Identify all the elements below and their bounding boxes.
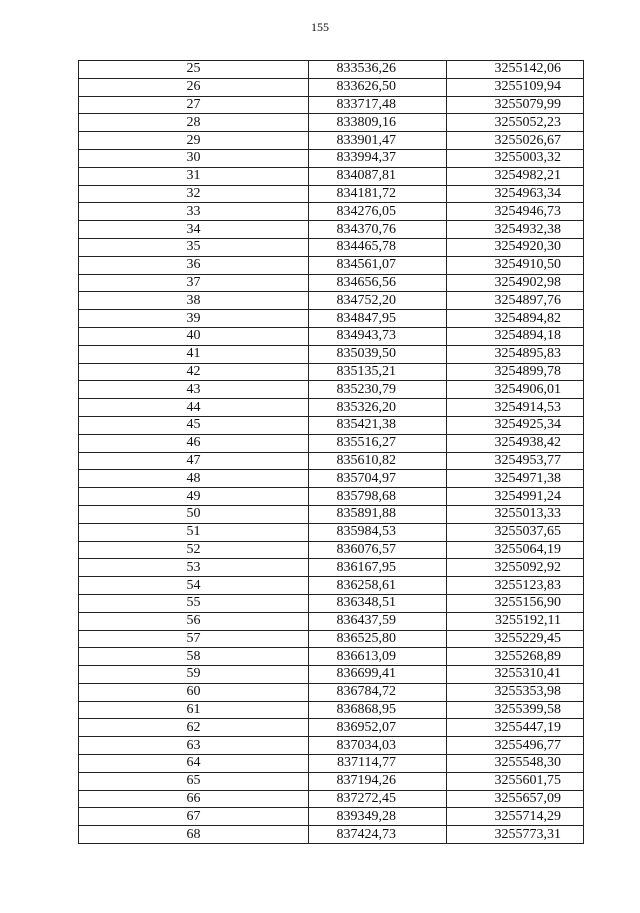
point-number-cell: 33: [79, 203, 309, 221]
table-row: [79, 790, 584, 808]
y-coordinate-cell: 3255657,09: [447, 790, 584, 808]
y-coordinate-cell: 3254971,38: [447, 470, 584, 488]
table-row: [79, 310, 584, 328]
table-row: [79, 755, 584, 773]
x-coordinate-cell: 839349,28: [309, 808, 447, 826]
point-number-cell: 60: [79, 683, 309, 701]
x-coordinate-cell: 837272,45: [309, 790, 447, 808]
x-coordinate-cell: 835039,50: [309, 345, 447, 363]
x-coordinate-cell: 836167,95: [309, 559, 447, 577]
x-coordinate-cell: 835610,82: [309, 452, 447, 470]
y-coordinate-cell: 3255064,19: [447, 541, 584, 559]
table-row: [79, 452, 584, 470]
y-coordinate-cell: 3254963,34: [447, 185, 584, 203]
table-row: [79, 683, 584, 701]
point-number-cell: 48: [79, 470, 309, 488]
point-number-cell: 56: [79, 612, 309, 630]
point-number-cell: 31: [79, 167, 309, 185]
x-coordinate-cell: 835984,53: [309, 523, 447, 541]
table-row: [79, 612, 584, 630]
y-coordinate-cell: 3255447,19: [447, 719, 584, 737]
y-coordinate-cell: 3254982,21: [447, 167, 584, 185]
y-coordinate-cell: 3255142,06: [447, 61, 584, 79]
y-coordinate-cell: 3255548,30: [447, 755, 584, 773]
x-coordinate-cell: 836258,61: [309, 577, 447, 595]
y-coordinate-cell: 3255714,29: [447, 808, 584, 826]
table-row: [79, 78, 584, 96]
y-coordinate-cell: 3255310,41: [447, 666, 584, 684]
table-row: [79, 221, 584, 239]
y-coordinate-cell: 3255026,67: [447, 132, 584, 150]
y-coordinate-cell: 3255353,98: [447, 683, 584, 701]
y-coordinate-cell: 3254953,77: [447, 452, 584, 470]
point-number-cell: 30: [79, 149, 309, 167]
point-number-cell: 54: [79, 577, 309, 595]
point-number-cell: 64: [79, 755, 309, 773]
table-row: [79, 327, 584, 345]
point-number-cell: 35: [79, 238, 309, 256]
y-coordinate-cell: 3255192,11: [447, 612, 584, 630]
x-coordinate-cell: 836076,57: [309, 541, 447, 559]
table-row: [79, 381, 584, 399]
point-number-cell: 41: [79, 345, 309, 363]
table-row: [79, 345, 584, 363]
table-row: [79, 114, 584, 132]
x-coordinate-cell: 835704,97: [309, 470, 447, 488]
table-row: [79, 505, 584, 523]
y-coordinate-cell: 3254938,42: [447, 434, 584, 452]
point-number-cell: 66: [79, 790, 309, 808]
x-coordinate-cell: 836699,41: [309, 666, 447, 684]
x-coordinate-cell: 834847,95: [309, 310, 447, 328]
table-row: [79, 167, 584, 185]
y-coordinate-cell: 3255229,45: [447, 630, 584, 648]
x-coordinate-cell: 834752,20: [309, 292, 447, 310]
table-row: [79, 434, 584, 452]
point-number-cell: 26: [79, 78, 309, 96]
x-coordinate-cell: 837114,77: [309, 755, 447, 773]
point-number-cell: 38: [79, 292, 309, 310]
x-coordinate-cell: 834561,07: [309, 256, 447, 274]
table-row: [79, 256, 584, 274]
point-number-cell: 29: [79, 132, 309, 150]
y-coordinate-cell: 3254895,83: [447, 345, 584, 363]
table-row: [79, 96, 584, 114]
y-coordinate-cell: 3254991,24: [447, 488, 584, 506]
point-number-cell: 57: [79, 630, 309, 648]
table-row: [79, 132, 584, 150]
y-coordinate-cell: 3255037,65: [447, 523, 584, 541]
table-row: [79, 488, 584, 506]
x-coordinate-cell: 836348,51: [309, 594, 447, 612]
table-row: [79, 648, 584, 666]
x-coordinate-cell: 833901,47: [309, 132, 447, 150]
point-number-cell: 34: [79, 221, 309, 239]
table-row: [79, 363, 584, 381]
y-coordinate-cell: 3255013,33: [447, 505, 584, 523]
table-row: [79, 185, 584, 203]
point-number-cell: 44: [79, 399, 309, 417]
y-coordinate-cell: 3255109,94: [447, 78, 584, 96]
y-coordinate-cell: 3254902,98: [447, 274, 584, 292]
y-coordinate-cell: 3254906,01: [447, 381, 584, 399]
point-number-cell: 65: [79, 772, 309, 790]
point-number-cell: 55: [79, 594, 309, 612]
point-number-cell: 27: [79, 96, 309, 114]
y-coordinate-cell: 3255601,75: [447, 772, 584, 790]
coordinates-table-body: [79, 61, 584, 844]
x-coordinate-cell: 833994,37: [309, 149, 447, 167]
x-coordinate-cell: 834656,56: [309, 274, 447, 292]
x-coordinate-cell: 834943,73: [309, 327, 447, 345]
x-coordinate-cell: 835326,20: [309, 399, 447, 417]
page-number: 155: [311, 20, 329, 34]
point-number-cell: 28: [79, 114, 309, 132]
x-coordinate-cell: 836784,72: [309, 683, 447, 701]
point-number-cell: 52: [79, 541, 309, 559]
y-coordinate-cell: 3255156,90: [447, 594, 584, 612]
table-row: [79, 399, 584, 417]
y-coordinate-cell: 3254932,38: [447, 221, 584, 239]
x-coordinate-cell: 835516,27: [309, 434, 447, 452]
table-row: [79, 203, 584, 221]
x-coordinate-cell: 833626,50: [309, 78, 447, 96]
y-coordinate-cell: 3255268,89: [447, 648, 584, 666]
x-coordinate-cell: 837424,73: [309, 826, 447, 844]
table-row: [79, 737, 584, 755]
table-row: [79, 61, 584, 79]
table-row: [79, 416, 584, 434]
y-coordinate-cell: 3254897,76: [447, 292, 584, 310]
x-coordinate-cell: 834276,05: [309, 203, 447, 221]
x-coordinate-cell: 836868,95: [309, 701, 447, 719]
table-row: [79, 701, 584, 719]
x-coordinate-cell: 834465,78: [309, 238, 447, 256]
x-coordinate-cell: 834181,72: [309, 185, 447, 203]
y-coordinate-cell: 3254910,50: [447, 256, 584, 274]
point-number-cell: 68: [79, 826, 309, 844]
point-number-cell: 58: [79, 648, 309, 666]
x-coordinate-cell: 835891,88: [309, 505, 447, 523]
table-row: [79, 470, 584, 488]
point-number-cell: 67: [79, 808, 309, 826]
point-number-cell: 32: [79, 185, 309, 203]
x-coordinate-cell: 834087,81: [309, 167, 447, 185]
point-number-cell: 59: [79, 666, 309, 684]
x-coordinate-cell: 836952,07: [309, 719, 447, 737]
y-coordinate-cell: 3254920,30: [447, 238, 584, 256]
table-row: [79, 808, 584, 826]
y-coordinate-cell: 3254925,34: [447, 416, 584, 434]
table-row: [79, 772, 584, 790]
x-coordinate-cell: 836525,80: [309, 630, 447, 648]
table-row: [79, 523, 584, 541]
x-coordinate-cell: 833717,48: [309, 96, 447, 114]
point-number-cell: 39: [79, 310, 309, 328]
y-coordinate-cell: 3255496,77: [447, 737, 584, 755]
table-row: [79, 594, 584, 612]
point-number-cell: 36: [79, 256, 309, 274]
x-coordinate-cell: 833809,16: [309, 114, 447, 132]
x-coordinate-cell: 836613,09: [309, 648, 447, 666]
point-number-cell: 47: [79, 452, 309, 470]
point-number-cell: 46: [79, 434, 309, 452]
table-row: [79, 541, 584, 559]
x-coordinate-cell: 837034,03: [309, 737, 447, 755]
point-number-cell: 50: [79, 505, 309, 523]
x-coordinate-cell: 837194,26: [309, 772, 447, 790]
y-coordinate-cell: 3255773,31: [447, 826, 584, 844]
point-number-cell: 49: [79, 488, 309, 506]
table-row: [79, 238, 584, 256]
y-coordinate-cell: 3254899,78: [447, 363, 584, 381]
point-number-cell: 42: [79, 363, 309, 381]
point-number-cell: 25: [79, 61, 309, 79]
table-row: [79, 274, 584, 292]
point-number-cell: 45: [79, 416, 309, 434]
point-number-cell: 53: [79, 559, 309, 577]
table-row: [79, 559, 584, 577]
y-coordinate-cell: 3254914,53: [447, 399, 584, 417]
x-coordinate-cell: 835421,38: [309, 416, 447, 434]
y-coordinate-cell: 3255399,58: [447, 701, 584, 719]
y-coordinate-cell: 3254894,82: [447, 310, 584, 328]
y-coordinate-cell: 3255092,92: [447, 559, 584, 577]
table-row: [79, 719, 584, 737]
table-row: [79, 292, 584, 310]
x-coordinate-cell: 836437,59: [309, 612, 447, 630]
y-coordinate-cell: 3255003,32: [447, 149, 584, 167]
y-coordinate-cell: 3254946,73: [447, 203, 584, 221]
table-row: [79, 630, 584, 648]
point-number-cell: 43: [79, 381, 309, 399]
coordinates-table: [78, 60, 584, 844]
y-coordinate-cell: 3254894,18: [447, 327, 584, 345]
y-coordinate-cell: 3255079,99: [447, 96, 584, 114]
table-row: [79, 149, 584, 167]
table-row: [79, 666, 584, 684]
table-row: [79, 577, 584, 595]
x-coordinate-cell: 835798,68: [309, 488, 447, 506]
x-coordinate-cell: 835230,79: [309, 381, 447, 399]
x-coordinate-cell: 833536,26: [309, 61, 447, 79]
point-number-cell: 37: [79, 274, 309, 292]
point-number-cell: 61: [79, 701, 309, 719]
point-number-cell: 63: [79, 737, 309, 755]
point-number-cell: 62: [79, 719, 309, 737]
y-coordinate-cell: 3255123,83: [447, 577, 584, 595]
x-coordinate-cell: 835135,21: [309, 363, 447, 381]
x-coordinate-cell: 834370,76: [309, 221, 447, 239]
point-number-cell: 40: [79, 327, 309, 345]
y-coordinate-cell: 3255052,23: [447, 114, 584, 132]
point-number-cell: 51: [79, 523, 309, 541]
table-row: [79, 826, 584, 844]
